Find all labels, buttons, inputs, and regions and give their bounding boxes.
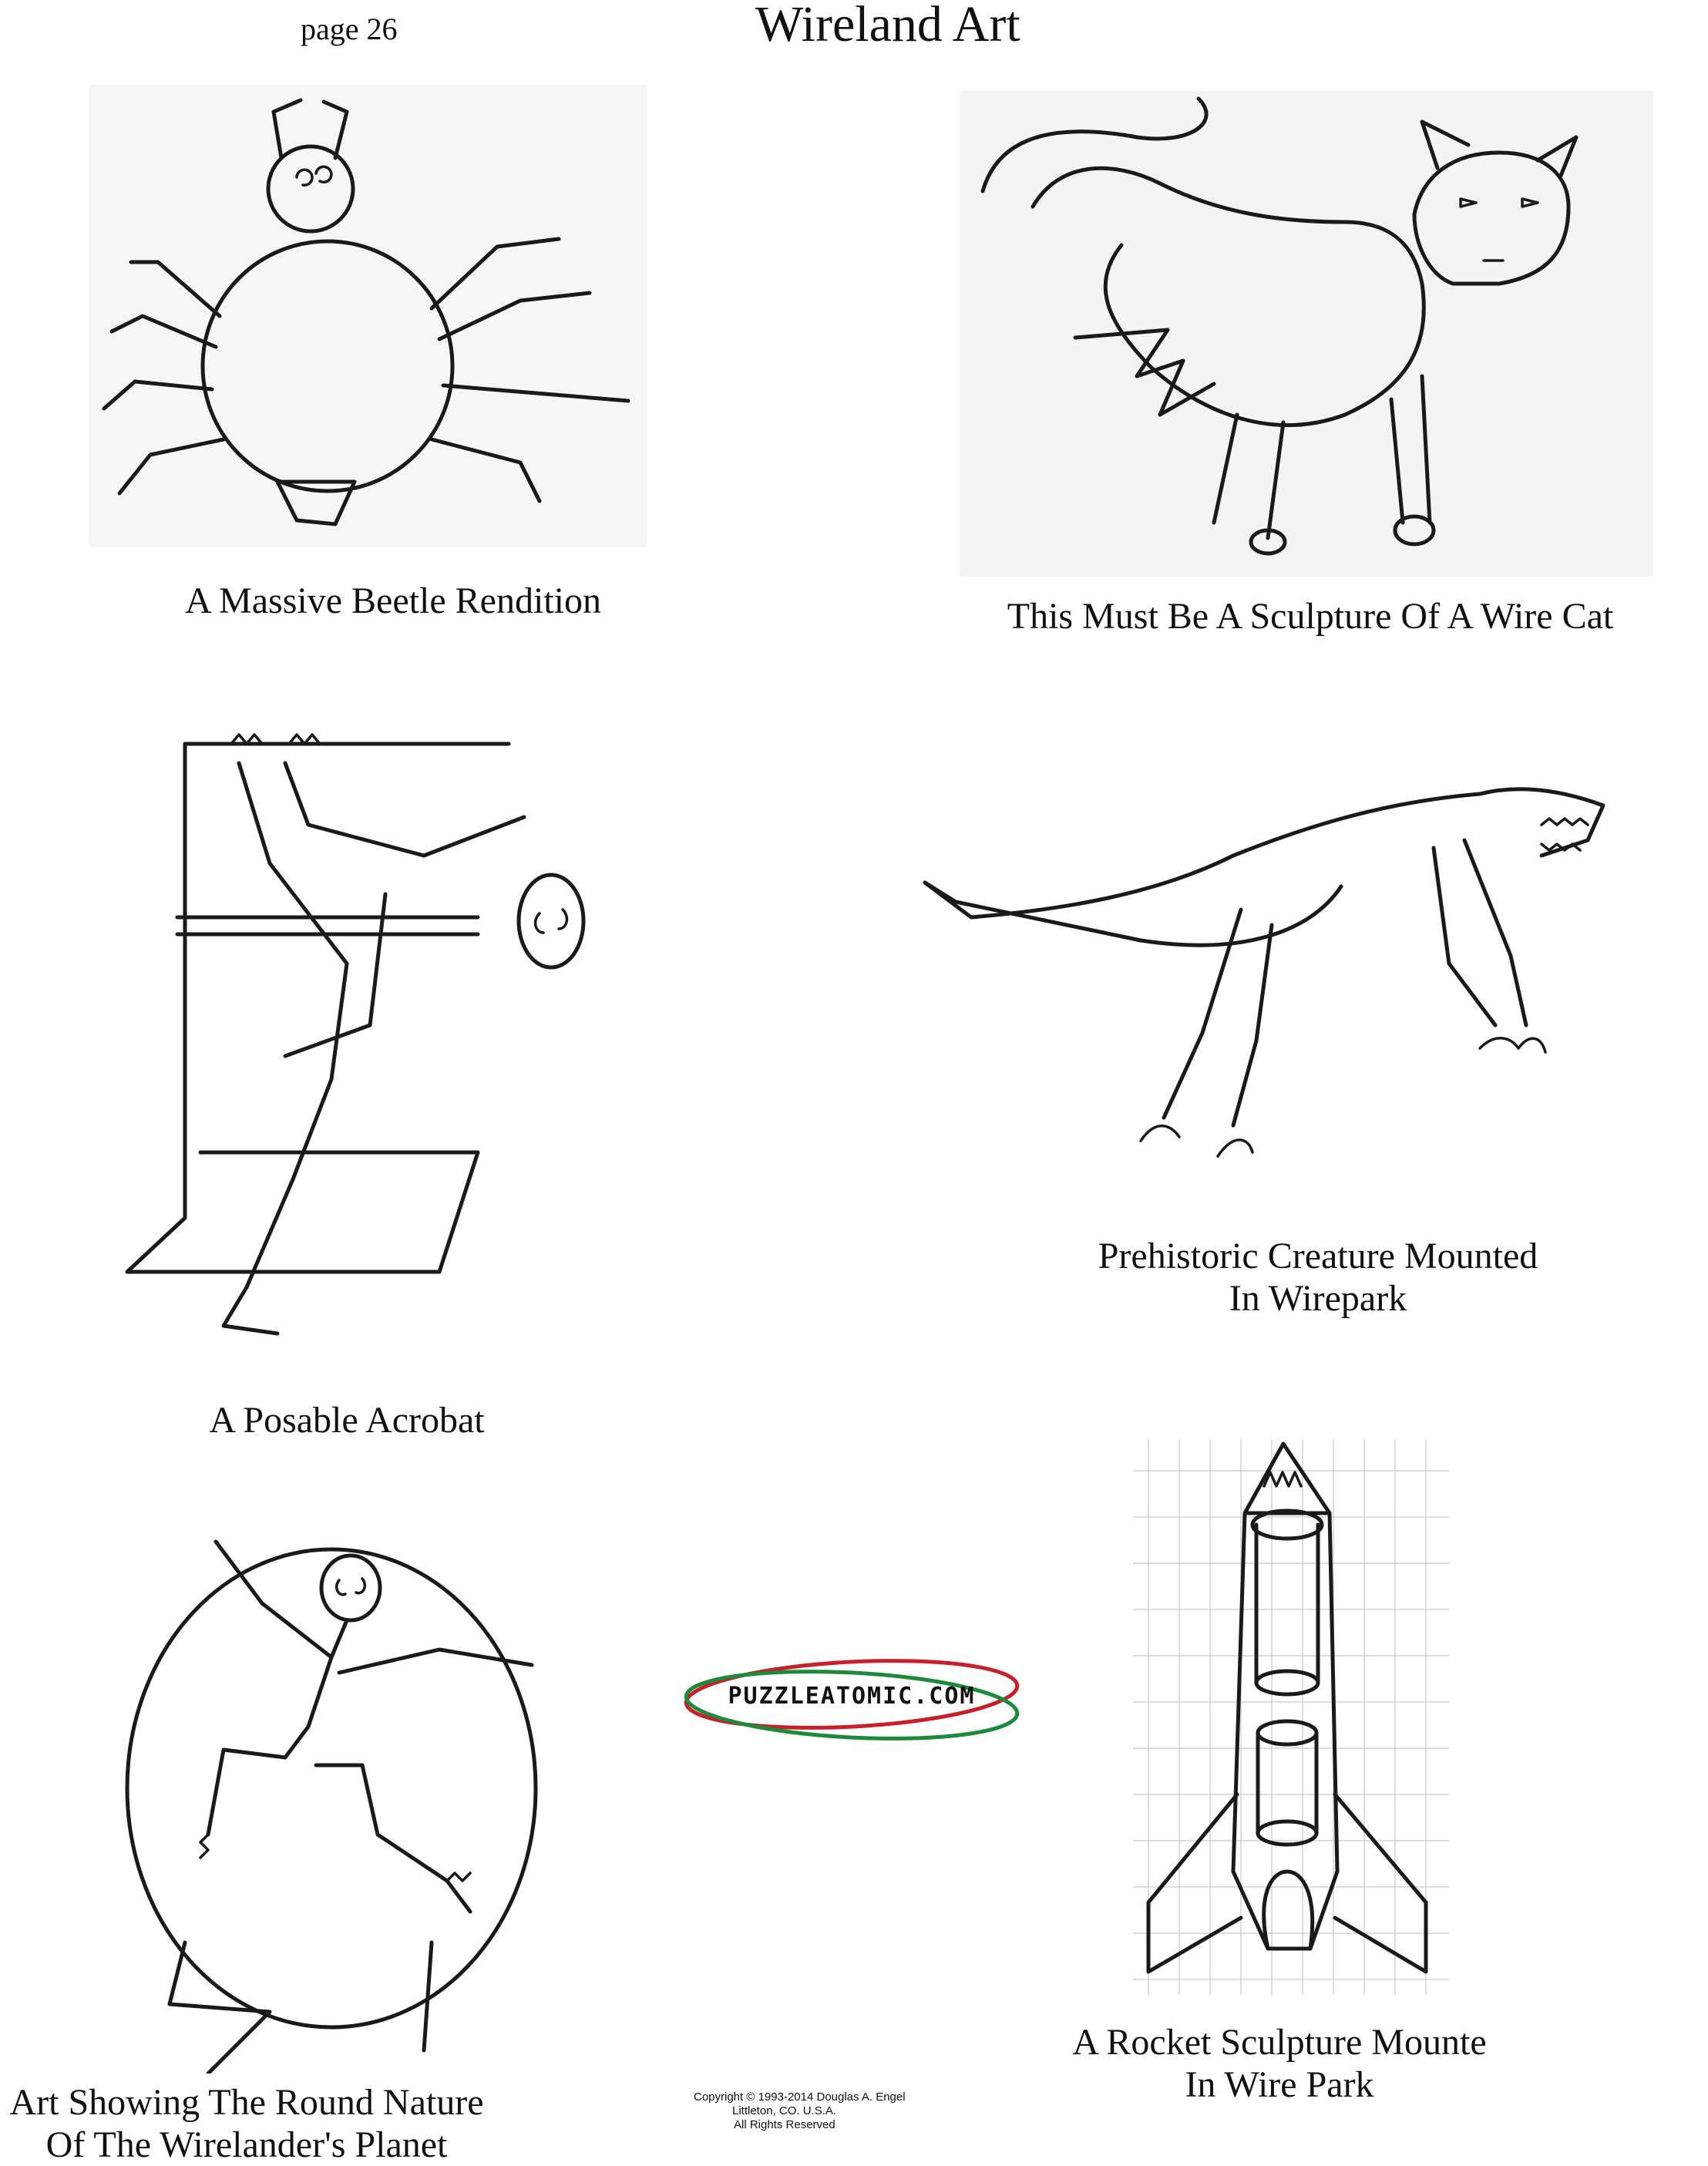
copyright-rights: All Rights Reserved — [734, 2118, 836, 2131]
cat-drawing — [960, 91, 1653, 577]
page-number: page 26 — [301, 12, 398, 46]
beetle-drawing — [89, 85, 647, 547]
caption-cat: This Must Be A Sculpture Of A Wire Cat — [1007, 596, 1614, 637]
caption-round-planet: Art Showing The Round Nature Of The Wirelander's Planet — [9, 2082, 484, 2166]
puzzleatomic-logo — [678, 1650, 1025, 1750]
copyright-line: Copyright © 1993-2014 Douglas A. Engel — [694, 2090, 906, 2104]
copyright-notice — [694, 2090, 971, 2132]
rocket-drawing — [1133, 1440, 1449, 1995]
page-title: Wireland Art — [755, 0, 1020, 52]
dinosaur-drawing — [909, 771, 1619, 1218]
copyright-location: Littleton, CO. U.S.A. — [732, 2104, 837, 2117]
round-planet-drawing — [85, 1511, 547, 2074]
caption-beetle: A Massive Beetle Rendition — [185, 580, 601, 621]
caption-dinosaur: Prehistoric Creature Mounted In Wirepark — [1098, 1236, 1538, 1320]
caption-acrobat: A Posable Acrobat — [209, 1400, 485, 1441]
logo-text: PUZZLEATOMIC.COM — [728, 1683, 976, 1710]
caption-rocket: A Rocket Sculpture Mounte In Wire Park — [1072, 2022, 1487, 2106]
acrobat-drawing — [116, 732, 617, 1372]
